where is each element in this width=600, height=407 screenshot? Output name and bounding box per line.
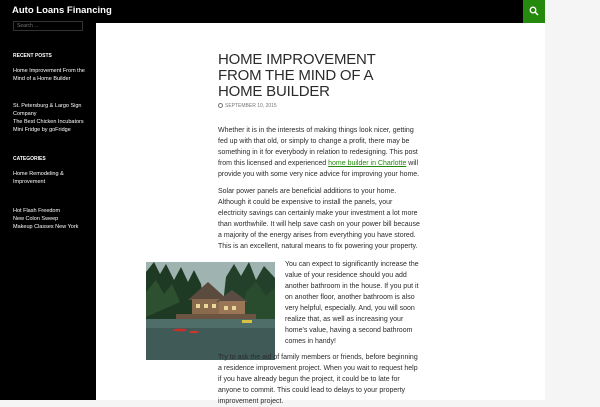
right-gutter <box>545 23 600 400</box>
search-toggle-button[interactable] <box>523 0 545 23</box>
post-paragraph-2: Solar power panels are beneficial additions to your home. Although it could be expensive to install the panels, your electricity savings can certainly make your investment a lot more than worthwhile. It will help save cash on your power bill because a majority of the energy arises from everything you have stored. This is an excellent, natural means to fix powering your property. <box>218 188 420 250</box>
category-link[interactable]: Home Remodeling & Improvement <box>13 171 64 185</box>
post-paragraph-4: Try to ask the aid of family members or friends, before beginning a residence improvement project. When you wait to request help if you have already begun the project, it could be to late for anyone to commit. This could lead to delays to your property improvement project. <box>218 354 418 405</box>
site-title[interactable]: Auto Loans Financing <box>12 5 112 16</box>
blogroll-link[interactable]: New Colon Sweep <box>13 216 59 222</box>
categories-title: CATEGORIES <box>13 156 46 162</box>
post-date-text[interactable]: SEPTEMBER 10, 2015 <box>225 103 277 109</box>
recent-post-link[interactable]: Mini Fridge by goFridge <box>13 127 71 133</box>
blogroll-link[interactable]: Makeup Classes New York <box>13 224 79 230</box>
lodge-lake-photo <box>146 262 275 360</box>
sidebar <box>0 23 96 400</box>
paragraph-text: Whether it is in the interests of making things look nicer, getting fed up with that old, or simply to change a profit, there may be something in it for everybody in relation to redesigning. This post from this licensed and experienced <box>218 127 418 167</box>
recent-post-link[interactable]: Home Improvement From the Mind of a Home Builder <box>13 68 85 82</box>
recent-post-link[interactable]: The Best Chicken Incubators <box>13 119 84 125</box>
sidebar-search-input[interactable] <box>13 21 83 31</box>
recent-post-link[interactable]: St. Petersburg & Largo Sign Company <box>13 103 82 117</box>
clock-icon <box>218 103 223 108</box>
paragraph-text: will provide you with some very nice advice for improving your home. <box>218 160 420 178</box>
post-paragraph-3: You can expect to significantly increase the value of your residence should you add another bathroom in the house. If you put it on another floor, another bathroom is also very helpful, especially. And, you will soon realize that, as well as increasing your home's value, having a second bathroom comes in handy! <box>285 261 419 345</box>
post-paragraph-1 <box>218 125 423 180</box>
recent-posts-title: RECENT POSTS <box>13 53 52 59</box>
home-builder-link[interactable]: home builder in Charlotte <box>328 160 407 167</box>
post-title: HOME IMPROVEMENT FROM THE MIND OF A HOME BUILDER <box>218 51 376 100</box>
post-date[interactable] <box>218 103 277 109</box>
top-bar <box>0 0 545 23</box>
blogroll-link[interactable]: Hot Flash Freedom <box>13 208 61 214</box>
search-icon <box>529 6 539 16</box>
topbar-filler <box>545 0 600 23</box>
